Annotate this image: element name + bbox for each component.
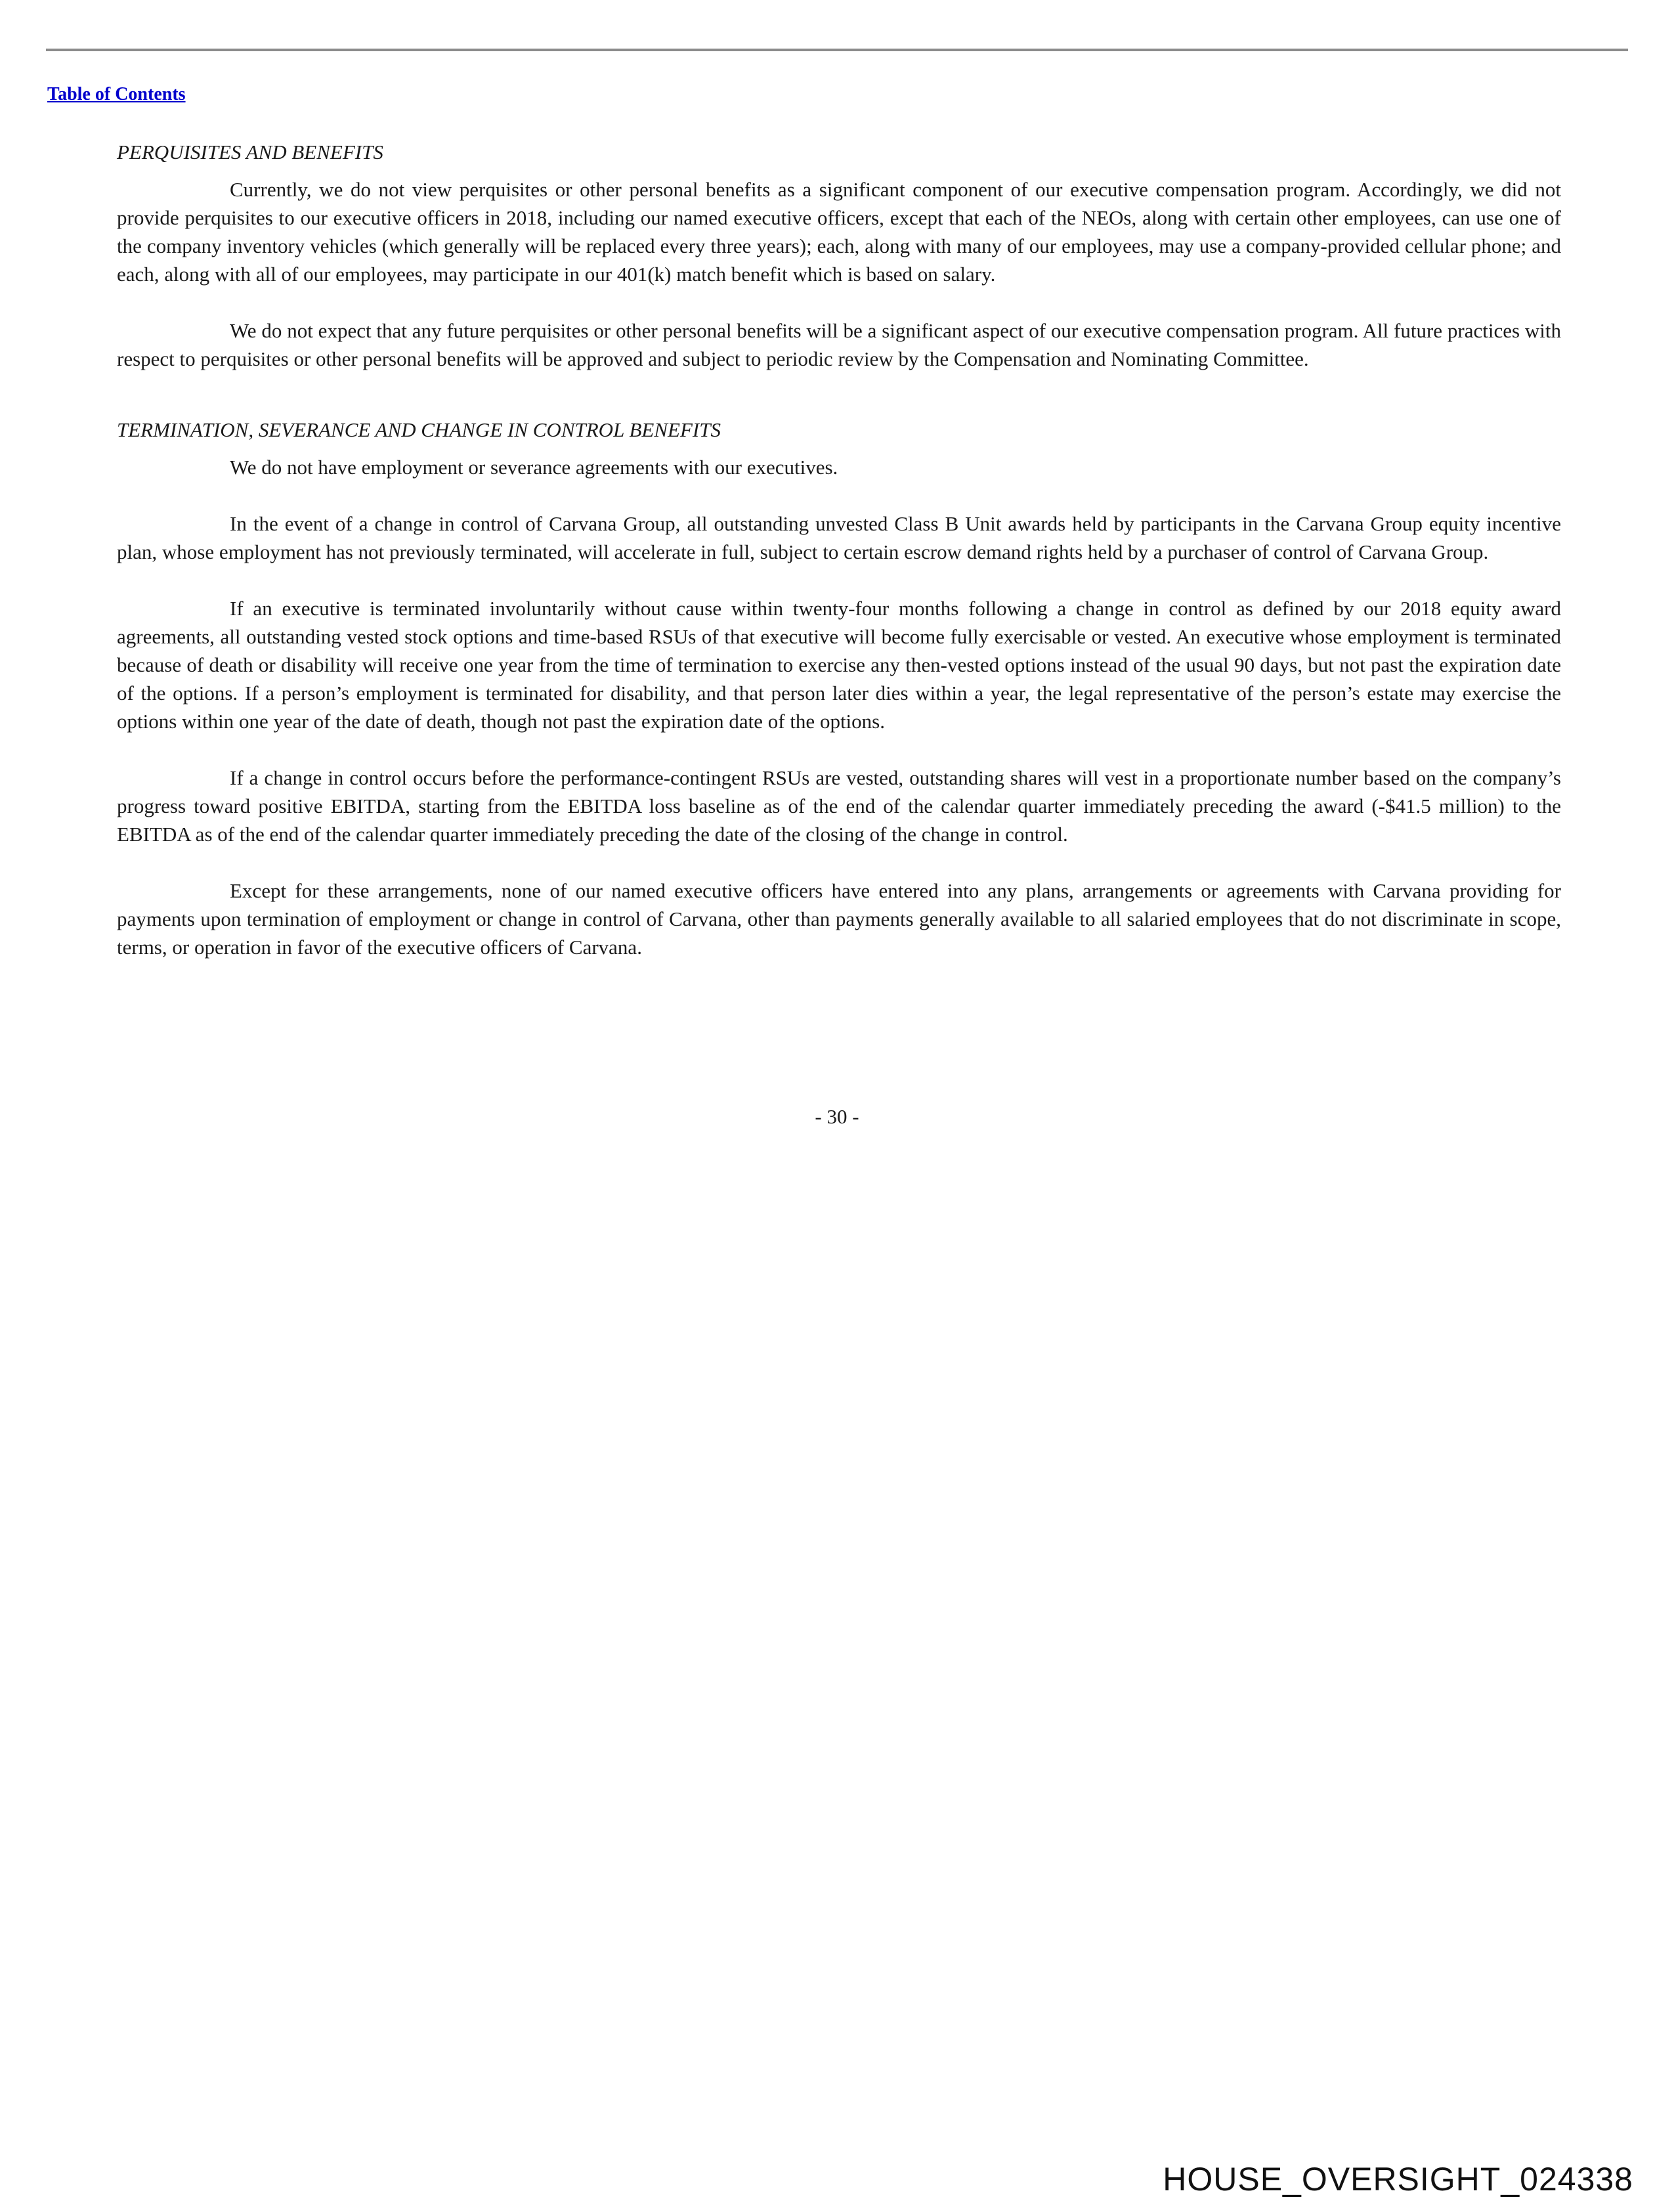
bates-number: HOUSE_OVERSIGHT_024338: [1163, 2161, 1633, 2198]
section-heading-perquisites: PERQUISITES AND BENEFITS: [117, 141, 383, 163]
paragraph-termination-2: In the event of a change in control of Carvana Group, all outstanding unvested Class B Unit awards held by participants in the Carvana Group equity incentive plan, whose employment has not previously terminated, will accelerate in full, subject to certain escrow demand rights held by a purchaser of control of Carvana Group.: [117, 512, 1561, 563]
page-number: - 30 -: [815, 1105, 859, 1128]
paragraph-perquisites-2: We do not expect that any future perquisites or other personal benefits will be a significant aspect of our executive compensation program. All future practices with respect to perquisites or other personal benefits will be approved and subject to periodic review by the Compensation and Nominating Committee.: [117, 319, 1561, 370]
document-body: [117, 138, 1561, 989]
paragraph-perquisites-1: Currently, we do not view perquisites or other personal benefits as a significant component of our executive compensation program. Accordingly, we did not provide perquisites to our executive officers in 2018, including our named executive officers, except that each of the NEOs, along with certain other employees, can use one of the company inventory vehicles (which generally will be replaced every three years); each, along with many of our employees, may use a company-provided cellular phone; and each, along with all of our employees, may participate in our 401(k) match benefit which is based on salary.: [117, 178, 1561, 286]
top-divider: [46, 49, 1628, 51]
paragraph-termination-3: If an executive is terminated involuntarily without cause within twenty-four months following a change in control as defined by our 2018 equity award agreements, all outstanding vested stock options and time-based RSUs of that executive will become fully exercisable or vested. An executive whose employment is terminated because of death or disability will receive one year from the time of termination to exercise any then-vested options instead of the usual 90 days, but not past the expiration date of the options. If a person’s employment is terminated for disability, and that person later dies within a year, the legal representative of the person’s estate may exercise the options within one year of the date of death, though not past the expiration date of the options.: [117, 597, 1561, 733]
paragraph-termination-1: We do not have employment or severance agreements with our executives.: [230, 456, 838, 479]
section-heading-termination: TERMINATION, SEVERANCE AND CHANGE IN CONTROL BENEFITS: [117, 418, 721, 441]
paragraph-termination-5: Except for these arrangements, none of our named executive officers have entered into any plans, arrangements or agreements with Carvana providing for payments upon termination of employment or change in control of Carvana, other than payments generally available to all salaried employees that do not discriminate in scope, terms, or operation in favor of the executive officers of Carvana.: [117, 879, 1561, 959]
paragraph-termination-4: If a change in control occurs before the performance-contingent RSUs are vested, outstanding shares will vest in a proportionate number based on the company’s progress toward positive EBITDA, starting from the EBITDA loss baseline as of the end of the calendar quarter immediately preceding the award (-$41.5 million) to the EBITDA as of the end of the calendar quarter immediately preceding the date of the closing of the change in control.: [117, 766, 1561, 846]
table-of-contents-link[interactable]: Table of Contents: [47, 84, 186, 104]
